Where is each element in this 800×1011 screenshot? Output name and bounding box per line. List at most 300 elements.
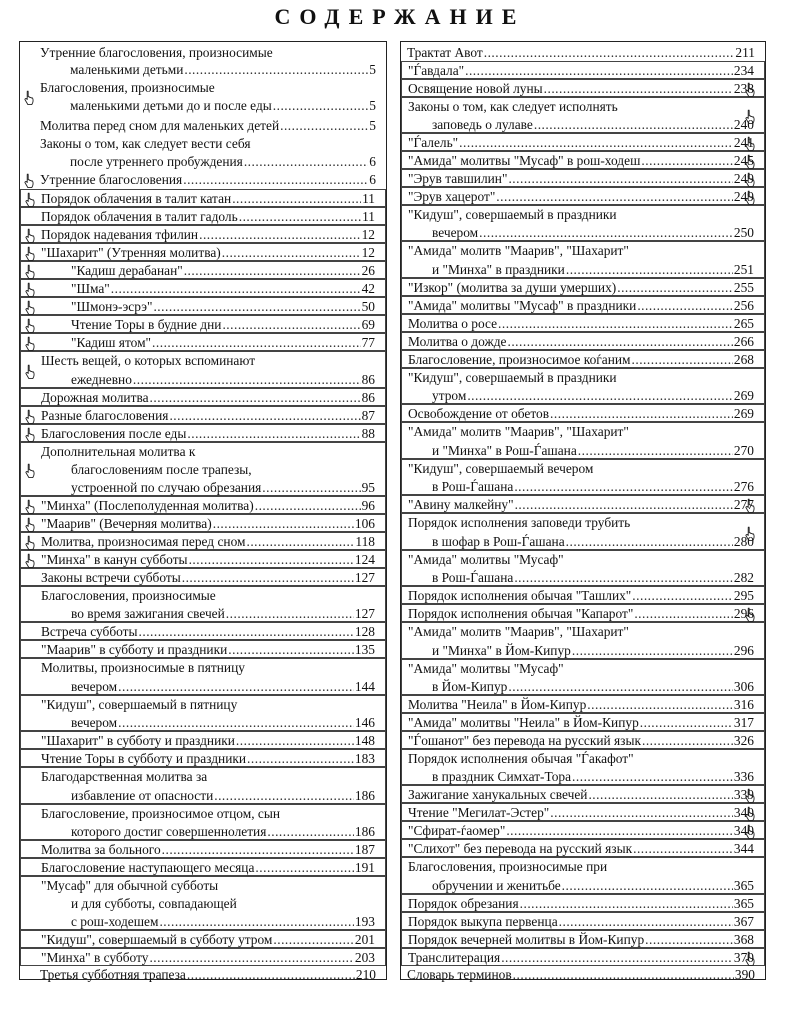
toc-entry-line [402,387,764,404]
toc-entry-title: Освящение новой луны [408,81,543,96]
toc-entry[interactable] [401,97,765,133]
toc-entry[interactable] [401,821,765,839]
dot-leader [162,841,354,858]
toc-entry-title: Разные благословения [41,408,169,423]
dot-leader [641,152,733,169]
toc-entry[interactable] [20,333,386,351]
dot-leader [152,334,361,351]
toc-entry-title: Молитва за больного [41,842,161,857]
toc-entry-title: ежедневно [71,371,132,387]
toc-entry-line [20,135,386,152]
dot-leader [514,478,733,495]
toc-page-number: 316 [733,697,754,712]
toc-entry-line [21,787,385,804]
toc-page-number: 86 [361,371,375,387]
toc-page-number: 241 [733,135,754,150]
toc-entry-title: с рош-ходешем [71,914,159,929]
toc-entry-title: и "Минха" в Йом-Кипур [432,642,571,658]
dot-leader [588,786,732,803]
toc-entry-line [20,44,386,61]
toc-entry[interactable] [401,966,765,984]
toc-entry-line [21,551,385,568]
toc-entry-line [402,804,764,821]
toc-entry[interactable] [20,930,386,948]
toc-entry[interactable] [20,207,386,225]
toc-page-number: 280 [733,533,754,549]
toc-entry-line [402,261,764,278]
toc-entry-title: "Амида" молитвы "Мусаф" [408,552,564,567]
toc-page-number: 270 [733,442,754,458]
toc-entry-line [21,425,385,442]
toc-entry[interactable] [401,586,765,604]
toc-entry[interactable] [20,658,386,695]
toc-entry-title: утром [432,388,467,403]
toc-entry[interactable] [401,187,765,205]
toc-entry-line [402,732,764,749]
toc-entry[interactable] [20,388,386,406]
pointing-hand-icon [24,246,37,261]
toc-entry-title: Порядок вечерней молитвы в Йом-Кипур [408,932,645,947]
toc-page-number: 12 [361,245,375,260]
toc-entry[interactable] [20,622,386,640]
pointing-hand-icon [744,82,757,97]
toc-entry-line [402,405,764,422]
toc-page-number: 256 [733,298,754,313]
toc-entry-line [21,208,385,225]
toc-entry-line [20,153,386,170]
toc-entry[interactable] [20,243,386,261]
toc-entry-title: "Сфират-ѓаомер" [408,823,506,838]
dot-leader [267,823,354,840]
dot-leader [465,62,733,79]
dot-leader [214,787,354,804]
toc-page-number: 106 [354,516,375,531]
dot-leader [184,262,361,279]
dot-leader [262,479,360,496]
toc-entry-line [402,551,764,568]
toc-entry-line [402,423,764,440]
toc-page-number: 203 [354,950,375,965]
toc-entry[interactable] [401,894,765,912]
toc-entry[interactable] [20,135,386,170]
toc-entry[interactable] [20,297,386,315]
toc-entry-line [402,442,764,459]
dot-leader [150,389,361,406]
dot-leader [184,61,368,78]
toc-entry[interactable] [401,550,765,586]
toc-page-number: 86 [361,390,375,405]
toc-entry-line [21,389,385,406]
toc-page-number: 276 [733,479,754,494]
dot-leader [226,605,354,622]
toc-page-number: 144 [354,678,375,694]
dot-leader [632,587,733,604]
toc-entry[interactable] [401,695,765,713]
toc-entry-title: вечером [71,715,118,730]
toc-entry-line [21,949,385,966]
toc-entry-line [402,569,764,586]
toc-entry-line [21,641,385,658]
dot-leader [587,696,733,713]
toc-entry[interactable] [20,948,386,966]
toc-entry[interactable] [20,406,386,424]
toc-entry-line [402,478,764,495]
toc-entry[interactable] [20,279,386,297]
pointing-hand-icon [24,300,37,315]
dot-leader [159,913,353,930]
toc-entry-line [21,768,385,785]
toc-entry-title: Порядок облачения в талит гадоль [41,209,238,224]
toc-entry-title: после утреннего пробуждения [70,153,243,169]
toc-entry-title: в праздник Симхат-Тора [432,769,572,784]
toc-entry-title: "Кадиш ятом" [71,335,152,350]
toc-entry[interactable] [20,804,386,840]
dot-leader [633,840,733,857]
dot-leader [501,949,733,966]
toc-entry[interactable] [401,749,765,785]
toc-entry-line [20,117,386,134]
dot-leader [514,569,733,586]
toc-entry[interactable] [20,767,386,804]
toc-page-number: 306 [733,679,754,694]
toc-entry-title: Благословения, произносимые [41,588,216,603]
toc-entry[interactable] [20,514,386,532]
toc-entry-title: "Кидуш", совершаемый в праздники [408,370,617,385]
toc-entry-title: "Мусаф" для обычной субботы [41,878,219,893]
dot-leader [247,750,354,767]
dot-leader [566,261,733,278]
toc-entry-line [20,966,386,983]
toc-entry[interactable] [401,713,765,731]
toc-page-number: 87 [361,408,375,423]
toc-entry-title: Порядок обрезания [408,896,519,911]
toc-entry-title: Порядок исполнения обычая "Ѓакафот" [408,751,634,766]
dot-leader [617,279,733,296]
toc-entry-title: вечером [432,225,479,240]
toc-entry[interactable] [401,622,765,659]
toc-entry-line [402,62,764,79]
toc-entry-line [402,931,764,948]
pointing-hand-icon [24,535,37,550]
toc-entry-title: Порядок исполнения заповеди трубить [408,515,631,530]
toc-entry[interactable] [20,171,386,188]
toc-entry-line [21,479,385,496]
toc-entry-title: избавление от опасности [71,787,214,803]
toc-page-number: 249 [733,189,754,204]
toc-entry-title: Порядок исполнения обычая "Ташлих" [408,588,632,603]
pointing-hand-icon [23,90,36,105]
toc-entry[interactable] [20,189,386,207]
toc-entry[interactable] [401,495,765,513]
dot-leader [239,208,361,225]
toc-entry[interactable] [20,117,386,134]
toc-entry-line [21,334,385,351]
toc-entry[interactable] [401,332,765,350]
toc-entry-title: Порядок облачения в талит катан [41,191,232,206]
toc-entry-line [402,496,764,513]
toc-entry-line [402,460,764,477]
toc-entry[interactable] [401,731,765,749]
toc-page-number: 296 [733,642,754,658]
toc-entry-title: Благодарственная молитва за [41,769,208,784]
toc-page-number: 128 [354,624,375,639]
pointing-hand-icon [744,498,757,513]
dot-leader [199,226,361,243]
toc-page-number: 186 [354,824,375,839]
toc-entry[interactable] [20,876,386,930]
toc-page-number: 317 [733,715,754,730]
toc-entry[interactable] [401,930,765,948]
toc-entry[interactable] [401,912,765,930]
toc-entry-line [402,587,764,604]
toc-entry-title: Молитва перед сном для маленьких детей [40,118,280,133]
toc-entry-title: Транслитерация [408,950,501,965]
toc-entry[interactable] [20,550,386,568]
toc-page-number: 69 [361,317,375,332]
dot-leader [572,642,733,659]
pointing-hand-icon [24,517,37,532]
toc-entry-line [21,371,385,388]
toc-entry-line [402,913,764,930]
pointing-hand-icon [23,173,36,188]
toc-page-number: 135 [354,642,375,657]
toc-page-number: 336 [733,769,754,784]
toc-entry-title: "Ѓошанот" без перевода на русский язык [408,733,641,748]
toc-entry[interactable] [20,749,386,767]
pointing-hand-icon [24,409,37,424]
toc-page-number: 268 [733,352,754,367]
toc-entry-title: маленькими детьми [70,62,184,77]
toc-entry-title: и для субботы, совпадающей [71,896,237,911]
toc-entry-title: Словарь терминов [407,967,512,982]
toc-entry-title: "Шахарит" в субботу и праздники [41,733,235,748]
toc-entry-title: во время зажигания свечей [71,606,225,621]
toc-entry[interactable] [20,225,386,243]
pointing-hand-icon [744,788,757,803]
toc-entry-line [21,443,385,460]
pointing-hand-icon [744,190,757,205]
toc-page-number: 5 [369,118,376,133]
pointing-hand-icon [24,264,37,279]
toc-entry[interactable] [401,241,765,278]
toc-entry-title: Молитва о дожде [408,334,507,349]
toc-entry-line [402,224,764,241]
toc-page-number: 187 [354,842,375,857]
toc-page-number: 255 [733,280,754,295]
toc-entry[interactable] [401,296,765,314]
dot-leader [484,44,735,61]
dot-leader [187,425,360,442]
dot-leader [169,407,360,424]
toc-entry[interactable] [20,261,386,279]
dot-leader [222,244,361,261]
toc-entry-title: Встреча субботы [41,624,138,639]
toc-entry-line [401,44,765,61]
pointing-hand-icon [24,499,37,514]
dot-leader [572,768,733,785]
toc-entry[interactable] [401,169,765,187]
pointing-hand-icon [24,228,37,243]
toc-entry-title: Дорожная молитва [41,390,149,405]
toc-entry[interactable] [401,79,765,97]
toc-entry[interactable] [20,640,386,658]
toc-entry-line [402,170,764,187]
dot-leader [111,280,361,297]
dot-leader [273,97,369,114]
dot-leader [236,732,354,749]
toc-entry-title: Молитва, произносимая перед сном [41,534,246,549]
toc-entry-title: "Кидуш", совершаемый вечером [408,461,594,476]
dot-leader [642,732,733,749]
dot-leader [634,605,733,622]
contents-column-left [19,41,387,980]
toc-entry[interactable] [20,442,386,496]
toc-entry[interactable] [401,422,765,459]
toc-entry-title: и "Минха" в праздники [432,261,565,277]
toc-entry-line [21,859,385,876]
toc-entry-line [402,949,764,966]
toc-entry[interactable] [20,424,386,442]
toc-entry[interactable] [401,803,765,821]
dot-leader [508,170,732,187]
toc-entry-title: и "Минха" в Рош-Ѓашана [432,442,577,458]
toc-entry[interactable] [20,532,386,550]
dot-leader [183,171,368,188]
dot-leader [189,551,354,568]
toc-entry-line [402,297,764,314]
toc-entry[interactable] [401,659,765,695]
dot-leader [645,931,733,948]
dot-leader [246,533,354,550]
toc-entry[interactable] [20,44,386,61]
toc-entry-title: "Маарив" (Вечерняя молитва) [41,516,212,531]
toc-entry-title: Молитва "Неила" в Йом-Кипур [408,697,587,712]
toc-entry-title: Порядок исполнения обычая "Капарот" [408,606,634,621]
toc-entry[interactable] [20,695,386,731]
toc-entry[interactable] [20,496,386,514]
dot-leader [149,949,353,966]
toc-entry[interactable] [20,568,386,586]
toc-entry-title: "Кидуш", совершаемый в праздники [408,207,617,222]
toc-entry-title: Законы встречи субботы [41,570,181,585]
toc-entry[interactable] [401,133,765,151]
toc-entry-line [21,750,385,767]
toc-entry-line [402,660,764,677]
toc-entry-line [21,732,385,749]
toc-entry[interactable] [401,513,765,550]
toc-entry-title: "Амида" молитвы "Мусаф" в рош-ходеш [408,153,641,168]
pointing-hand-icon [24,427,37,442]
toc-page-number: 186 [354,787,375,803]
toc-entry-line [20,61,386,78]
pointing-hand-icon [24,463,37,478]
toc-entry-line [21,262,385,279]
toc-entry[interactable] [20,351,386,388]
toc-entry[interactable] [401,278,765,296]
toc-entry[interactable] [20,61,386,78]
toc-entry[interactable] [401,785,765,803]
toc-entry-title: Молитвы, произносимые в пятницу [41,660,245,675]
toc-entry[interactable] [20,966,386,984]
toc-entry[interactable] [401,459,765,495]
toc-entry-line [402,858,764,875]
toc-page-number: 11 [362,191,375,206]
toc-entry-title: Зажигание ханукальных свечей [408,787,588,802]
toc-page-number: 295 [733,588,754,603]
dot-leader [506,822,733,839]
toc-entry-title: "Шма" [71,281,110,296]
toc-entry[interactable] [20,858,386,876]
toc-entry-line [402,206,764,223]
toc-entry-title: Утренние благословения, произносимые [40,45,273,60]
toc-entry[interactable] [20,79,386,114]
toc-entry[interactable] [401,948,765,966]
toc-entry[interactable] [401,44,765,61]
toc-entry-line [402,533,764,550]
toc-entry[interactable] [401,857,765,894]
toc-entry[interactable] [401,350,765,368]
toc-entry[interactable] [401,61,765,79]
toc-entry-line [21,569,385,586]
toc-entry-title: "Амида" молитвы "Мусаф" в праздники [408,298,637,313]
toc-entry[interactable] [401,839,765,857]
toc-entry-title: Благословения после еды [41,426,187,441]
toc-entry[interactable] [20,731,386,749]
toc-entry-line [21,696,385,713]
toc-entry-title: в Рош-Ѓашана [432,570,514,585]
dot-leader [513,966,734,983]
dot-leader [507,333,732,350]
toc-page-number: 5 [369,97,376,113]
toc-entry[interactable] [20,315,386,333]
toc-entry-title: Благословение, произносимое коѓаним [408,352,631,367]
toc-entry-line [21,678,385,695]
toc-entry[interactable] [401,151,765,169]
toc-page-number: 277 [733,497,754,512]
toc-page-number: 118 [355,534,375,549]
dot-leader [182,569,354,586]
dot-leader [187,966,355,983]
toc-entry[interactable] [401,604,765,622]
toc-entry-title: Шесть вещей, о которых вспоминают [41,353,256,368]
pointing-hand-icon [744,154,757,169]
toc-entry-line [20,79,386,96]
toc-page-number: 365 [733,877,754,893]
toc-entry[interactable] [401,205,765,241]
toc-entry-title: которого достиг совершеннолетия [71,824,267,839]
toc-entry-line [402,152,764,169]
toc-entry-title: Законы о том, как следует исполнять [408,99,618,114]
toc-entry[interactable] [20,840,386,858]
toc-entry[interactable] [20,586,386,622]
toc-entry[interactable] [401,314,765,332]
toc-entry[interactable] [401,404,765,422]
toc-page-number: 5 [369,62,376,77]
pointing-hand-icon [744,951,757,966]
pointing-hand-icon [24,553,37,568]
toc-entry-title: "Амида" молитв "Маарив", "Шахарит" [408,243,629,258]
toc-entry-title: "Ѓавдала" [408,63,465,78]
toc-entry-title: Третья субботняя трапеза [40,967,186,982]
toc-entry-line [402,877,764,894]
dot-leader [498,315,733,332]
toc-entry-line [402,116,764,133]
toc-page-number: 210 [355,967,376,982]
toc-entry[interactable] [401,368,765,404]
pointing-hand-icon [744,136,757,151]
toc-page-number: 365 [733,896,754,911]
dot-leader [139,623,354,640]
